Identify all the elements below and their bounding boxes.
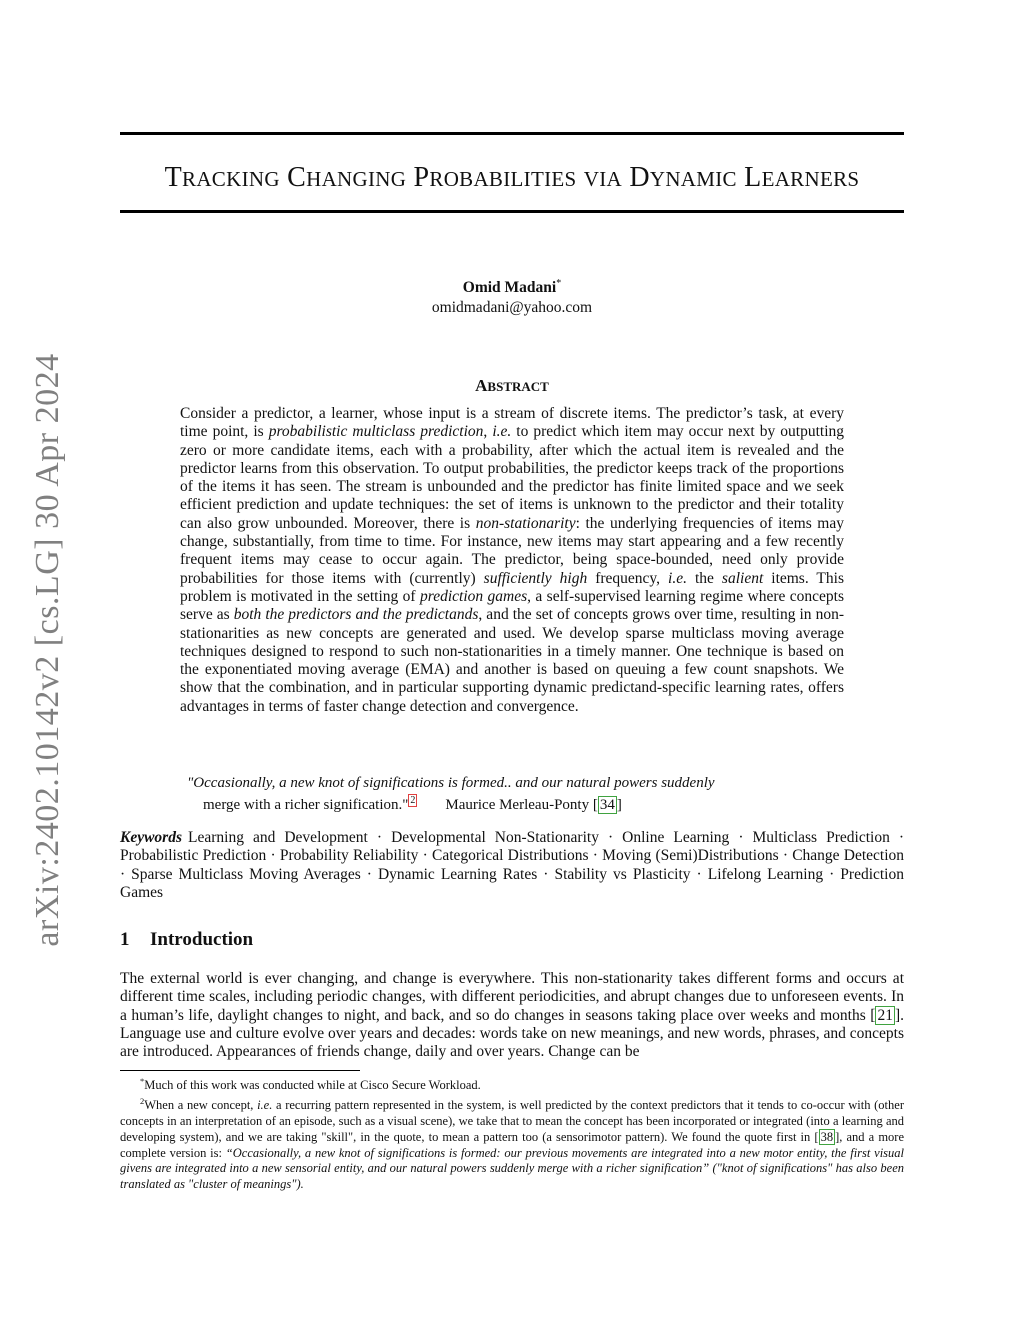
title-rule-bottom xyxy=(120,210,904,213)
quote-line-2: merge with a richer signification." xyxy=(203,797,409,813)
quote-author: Maurice Merleau-Ponty xyxy=(445,797,590,813)
footnotes xyxy=(120,1074,904,1193)
title-rule-top xyxy=(120,132,904,135)
keywords xyxy=(120,829,904,902)
footnote-2: $^2$When a new concept, i.e. a recurring pattern represented in the system, is well predicted by the context predictors that it tends to co-occur with (other concepts in an interpretation of an episode, such as a visual scene), we take that to mean the concept has been incorporated or integrated (into a learning and developing system), and we are taking "skill", in the quote, to mean a pattern too (a sensorimotor pattern). We found the quote first in [ 38 ], and a more complete version is: “Occasionally, a new knot of significations is formed: our previous movements are integrated into a new motor entity, the first visual givens are integrated into a new sensorial entity, and our natural powers suddenly merge with a richer signification” ("knot of significations" has also been translated as "cluster of meanings"). xyxy=(120,1095,905,1192)
abstract-text: Consider a predictor, a learner, whose input is a stream of discrete items. The predictor’s task, at every time point, is probabilistic multiclass prediction, i.e. to predict which item may occur next by outputting zero or more candidate items, each with a probability, after which the actual item is revealed and the predictor learns from this observation. To output probabilities, the predictor keeps track of the proportions of the items it has seen. The stream is unbounded and the predictor has finite limited space and we seek efficient prediction and update techniques: the set of items is unknown to the predictor and their totality can also grow unbounded. Moreover, there is non-stationarity: the underlying frequencies of items may change, substantially, from time to time. For instance, new items may start appearing and a few recently frequent items may cease to occur again. The predictor, being space-bounded, need only provide probabilities for those items with (currently) sufficiently high frequency, i.e. the salient items. This problem is motivated in the setting of prediction games, a self-supervised learning regime where concepts serve as both the predictors and the predictands, and the set of concepts grows over time, resulting in non-stationarities as new concepts are generated and used. We develop sparse multiclass moving average techniques designed to respond to such non-stationarities in a timely manner. One technique is based on the exponentiated moving average (EMA) and another is based on queuing a few count snapshots. We show that the combination, and in particular supporting dynamic predictand-specific learning rates, offers advantages in terms of faster change detection and convergence. xyxy=(180,405,845,715)
abstract-heading: ABSTRACT xyxy=(475,376,549,395)
author-email: omidmadani@yahoo.com xyxy=(431,299,593,317)
footnote-separator xyxy=(120,1070,360,1071)
author-footnote-marker: * xyxy=(556,278,562,289)
epigraph-quote: "Occasionally, a new knot of significations is formed.. and our natural powers suddenly merge with a richer signification." $^2$ Maurice Merleau-Ponty [ 34 ] xyxy=(187,774,837,814)
section-heading-introduction: 1 Introduction xyxy=(120,929,254,950)
keywords-list: Learning and Development · Developmental Non-Stationarity · Online Learning · Multiclass Prediction · Probabilistic Prediction · Probability Reliability · Categorical Distributions · Moving (Semi)Distributions · Change Detection · Sparse Multiclass Moving Averages · Dynamic Learning Rates · Stability vs Plasticity · Lifelong Learning · Prediction Games xyxy=(120,829,904,901)
author-block xyxy=(120,274,904,318)
paper-title: TRACKING CHANGING PROBABILITIES VIA DYNAMIC LEARNERS xyxy=(164,162,860,193)
quote-line-1: "Occasionally, a new knot of significations is formed.. and our natural powers suddenly xyxy=(187,775,715,791)
footnote-link-2[interactable]: 2 xyxy=(410,795,416,806)
citation-link-34[interactable]: 34 xyxy=(599,797,615,813)
arxiv-identifier: arXiv:2402.10142v2 [cs.LG] 30 Apr 2024 xyxy=(29,353,66,947)
author-name: Omid Madani xyxy=(462,279,557,297)
footnote-1: *Much of this work was conducted while at Cisco Secure Workload. xyxy=(140,1076,481,1093)
citation-link-38[interactable]: 38 xyxy=(820,1129,834,1144)
keywords-label: Keywords xyxy=(120,829,182,846)
citation-link-21[interactable]: 21 xyxy=(877,1006,893,1024)
introduction-paragraph: The external world is ever changing, and change is everywhere. This non-stationarity takes different forms and occurs at different time scales, including periodic changes, with different periodicities, and abrupt changes due to unforeseen events. In a human’s life, daylight changes to night, and back, and so do changes in seasons taking place over weeks and months [ 21 ]. Language use and culture evolve over years and decades: words take on new meanings, and new words, phrases, and concepts are introduced. Appearances of friends change, daily and over years. Change can be xyxy=(120,970,904,1061)
